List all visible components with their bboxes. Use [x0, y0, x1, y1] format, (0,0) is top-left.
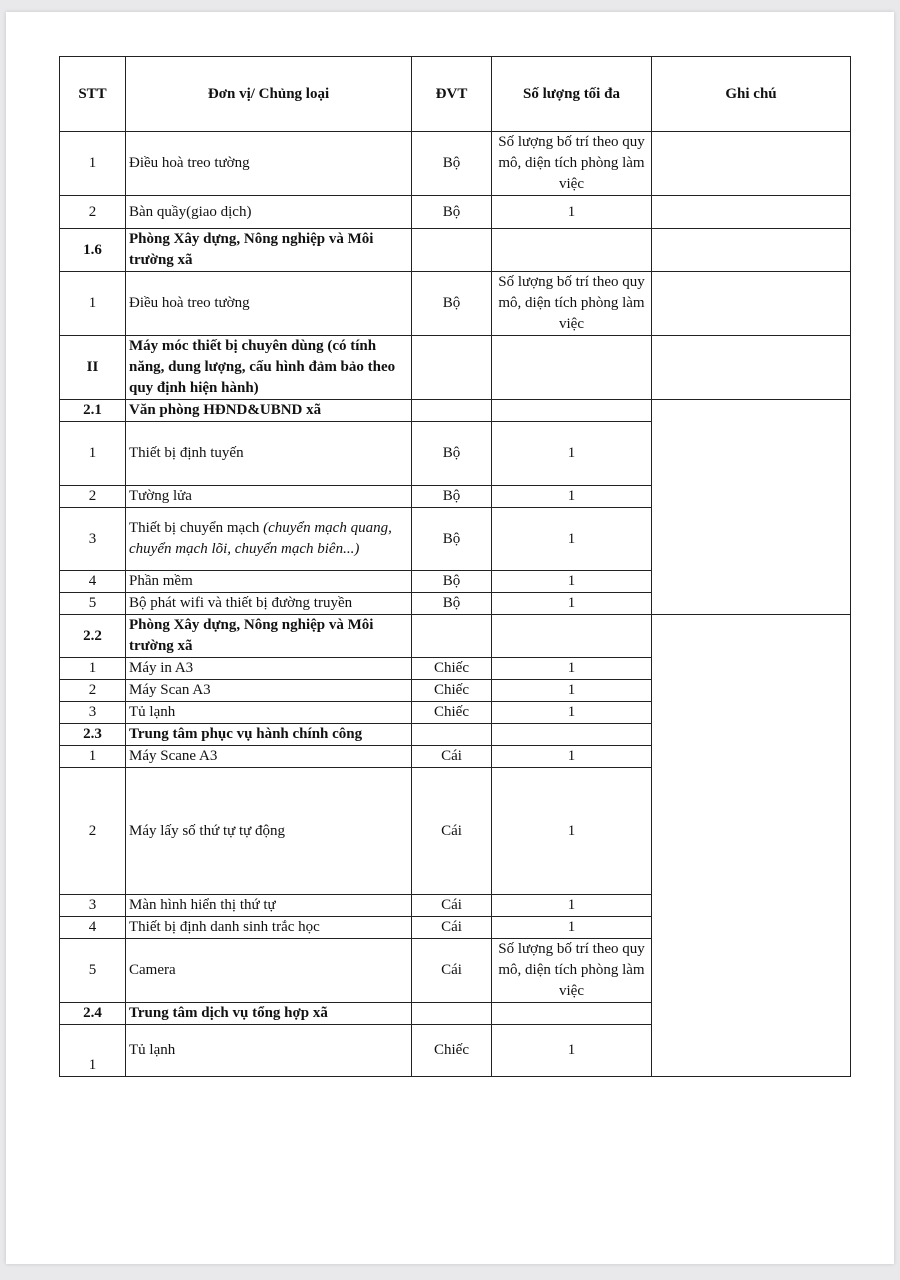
cell-name: Máy Scane A3 [126, 746, 412, 768]
cell-qty: 1 [492, 702, 652, 724]
cell-qty: 1 [492, 768, 652, 895]
cell-name [126, 508, 412, 571]
cell-dvt [412, 229, 492, 272]
cell-name: Tủ lạnh [126, 1025, 412, 1077]
cell-note [652, 196, 851, 229]
header-unit: Đơn vị/ Chủng loại [126, 57, 412, 132]
cell-qty: 1 [492, 422, 652, 486]
cell-stt: 1 [60, 746, 126, 768]
section-row [60, 615, 851, 658]
cell-stt: 1 [60, 132, 126, 196]
cell-dvt: Bộ [412, 196, 492, 229]
cell-stt: 2 [60, 680, 126, 702]
cell-dvt: Cái [412, 917, 492, 939]
cell-qty: 1 [492, 571, 652, 593]
cell-stt: 1 [60, 272, 126, 336]
cell-note [652, 400, 851, 422]
cell-qty: Số lượng bố trí theo quy mô, diện tích phòng làm việc [492, 132, 652, 196]
cell-dvt [412, 1003, 492, 1025]
cell-stt: 4 [60, 917, 126, 939]
cell-name: Điều hoà treo tường [126, 132, 412, 196]
cell-name: Bộ phát wifi và thiết bị đường truyền [126, 593, 412, 615]
cell-dvt: Bộ [412, 571, 492, 593]
table-row [60, 422, 851, 486]
cell-name: Màn hình hiển thị thứ tự [126, 895, 412, 917]
cell-dvt: Bộ [412, 132, 492, 196]
cell-dvt: Bộ [412, 508, 492, 571]
cell-qty: 1 [492, 917, 652, 939]
cell-dvt: Chiếc [412, 1025, 492, 1077]
cell-stt: 5 [60, 593, 126, 615]
cell-stt: 1 [60, 422, 126, 486]
item-note: (chuyển mạch quang, chuyển mạch lõi, chuyển mạch biên...) [129, 520, 392, 557]
header-note: Ghi chú [652, 57, 851, 132]
cell-qty: 1 [492, 508, 652, 571]
cell-dvt: Cái [412, 768, 492, 895]
section-number: 2.3 [60, 724, 126, 746]
cell-qty: 1 [492, 680, 652, 702]
cell-qty: 1 [492, 486, 652, 508]
cell-qty [492, 229, 652, 272]
cell-name: Thiết bị định danh sinh trắc học [126, 917, 412, 939]
table-row [60, 272, 851, 336]
cell-stt: 3 [60, 895, 126, 917]
cell-name: Tủ lạnh [126, 702, 412, 724]
cell-dvt [412, 336, 492, 400]
cell-dvt: Bộ [412, 272, 492, 336]
cell-stt: 4 [60, 571, 126, 593]
cell-name: Máy Scan A3 [126, 680, 412, 702]
cell-note [652, 272, 851, 336]
cell-note [652, 336, 851, 400]
cell-qty [492, 400, 652, 422]
cell-stt: 1 [60, 658, 126, 680]
cell-name: Điều hoà treo tường [126, 272, 412, 336]
section-title: Máy móc thiết bị chuyên dùng (có tính năng, dung lượng, cấu hình đảm bảo theo quy định hiện hành) [126, 336, 412, 400]
cell-stt: 3 [60, 508, 126, 571]
cell-name: Bàn quầy(giao dịch) [126, 196, 412, 229]
cell-dvt: Cái [412, 895, 492, 917]
header-qty: Số lượng tối đa [492, 57, 652, 132]
section-number: 2.1 [60, 400, 126, 422]
cell-dvt [412, 400, 492, 422]
section-row [60, 229, 851, 272]
cell-dvt [412, 724, 492, 746]
cell-name: Thiết bị định tuyến [126, 422, 412, 486]
cell-qty: 1 [492, 658, 652, 680]
cell-dvt: Bộ [412, 486, 492, 508]
equipment-table [59, 56, 851, 1077]
cell-qty [492, 615, 652, 658]
item-name: Thiết bị chuyển mạch [129, 520, 260, 536]
section-row [60, 400, 851, 422]
header-stt: STT [60, 57, 126, 132]
cell-dvt [412, 615, 492, 658]
section-number: II [60, 336, 126, 400]
section-title: Phòng Xây dựng, Nông nghiệp và Môi trường xã [126, 229, 412, 272]
cell-stt: 5 [60, 939, 126, 1003]
cell-qty: Số lượng bố trí theo quy mô, diện tích phòng làm việc [492, 272, 652, 336]
cell-stt: 3 [60, 702, 126, 724]
cell-dvt: Cái [412, 746, 492, 768]
cell-stt: 2 [60, 196, 126, 229]
cell-name: Máy in A3 [126, 658, 412, 680]
cell-qty: 1 [492, 746, 652, 768]
cell-dvt: Chiếc [412, 680, 492, 702]
section-title: Phòng Xây dựng, Nông nghiệp và Môi trường xã [126, 615, 412, 658]
cell-qty: 1 [492, 196, 652, 229]
cell-name: Tường lửa [126, 486, 412, 508]
section-number: 1.6 [60, 229, 126, 272]
cell-qty [492, 336, 652, 400]
section-title: Trung tâm dịch vụ tổng hợp xã [126, 1003, 412, 1025]
section-title: Văn phòng HĐND&UBND xã [126, 400, 412, 422]
cell-qty [492, 1003, 652, 1025]
cell-dvt: Bộ [412, 593, 492, 615]
header-dvt: ĐVT [412, 57, 492, 132]
section-number: 2.4 [60, 1003, 126, 1025]
cell-dvt: Chiếc [412, 658, 492, 680]
cell-stt: 2 [60, 486, 126, 508]
cell-dvt: Cái [412, 939, 492, 1003]
cell-note-merged [652, 422, 851, 615]
cell-dvt: Bộ [412, 422, 492, 486]
cell-stt: 1 [60, 1025, 126, 1077]
cell-name: Camera [126, 939, 412, 1003]
cell-note [652, 132, 851, 196]
section-number: 2.2 [60, 615, 126, 658]
section-row [60, 336, 851, 400]
cell-qty: 1 [492, 895, 652, 917]
cell-qty: 1 [492, 1025, 652, 1077]
cell-note-merged [652, 615, 851, 1077]
table-row [60, 196, 851, 229]
cell-note [652, 229, 851, 272]
cell-qty [492, 724, 652, 746]
section-title: Trung tâm phục vụ hành chính công [126, 724, 412, 746]
cell-stt: 2 [60, 768, 126, 895]
document-page [6, 12, 894, 1264]
cell-name: Phần mềm [126, 571, 412, 593]
cell-dvt: Chiếc [412, 702, 492, 724]
cell-qty: Số lượng bố trí theo quy mô, diện tích phòng làm việc [492, 939, 652, 1003]
table-header-row [60, 57, 851, 132]
cell-qty: 1 [492, 593, 652, 615]
cell-name: Máy lấy số thứ tự tự động [126, 768, 412, 895]
table-row [60, 132, 851, 196]
